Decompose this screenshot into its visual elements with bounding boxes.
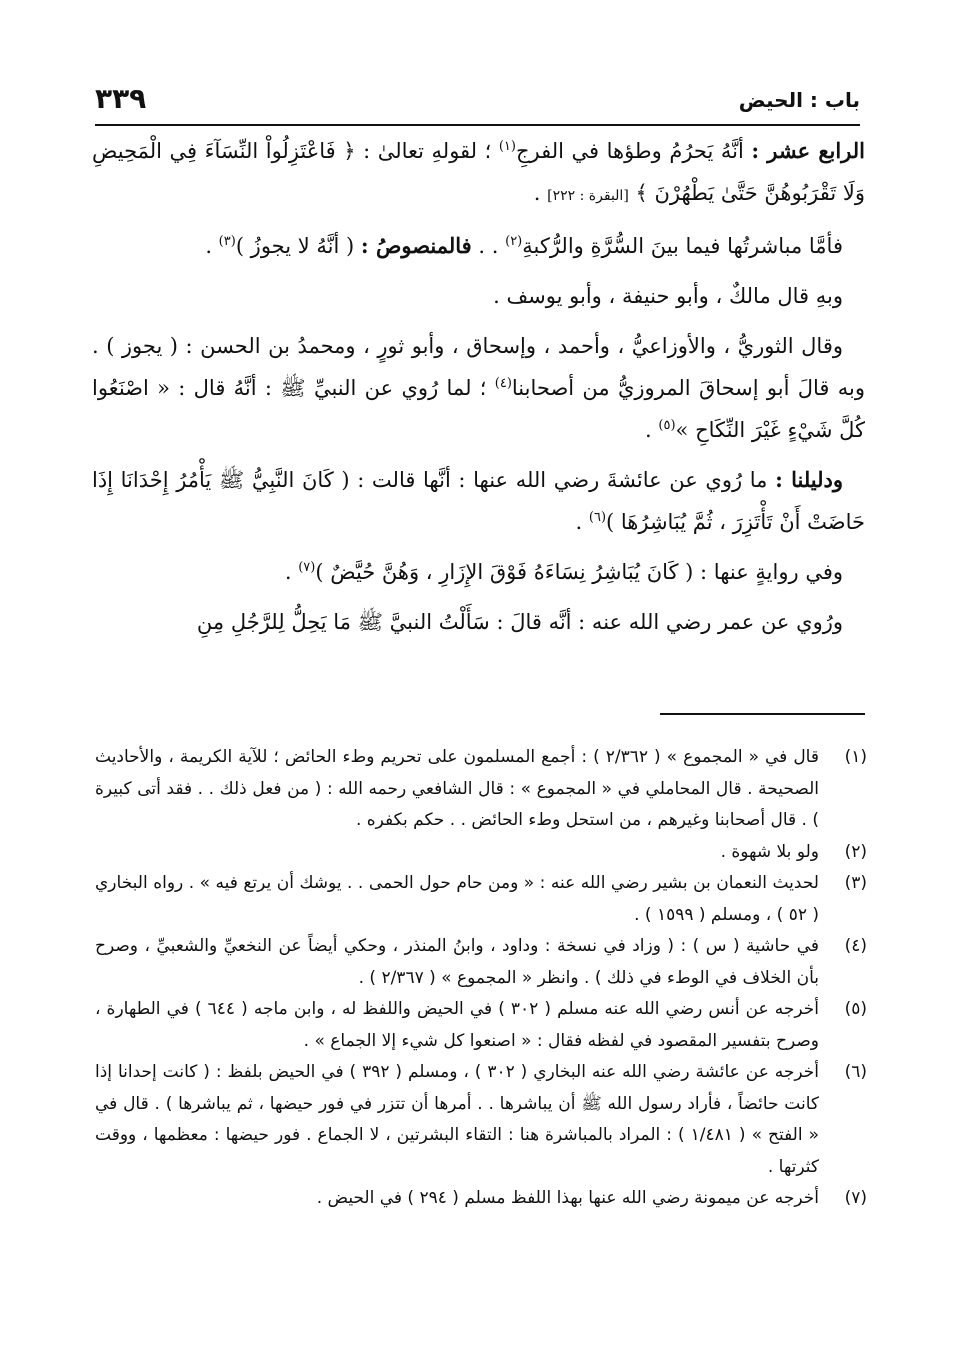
footnote-marker: (٢) bbox=[505, 234, 523, 249]
quran-reference: [البقرة : ٢٢٢] bbox=[547, 188, 629, 204]
text-run: وفي روايةٍ عنها : ( كَانَ يُبَاشِرُ نِسَاءَهُ فَوْقَ الإِزَارِ ، وَهُنَّ حُيَّضٌ ) bbox=[315, 560, 843, 584]
text-run: فأمَّا مباشرتُها فيما بينَ السُّرَّةِ والرُّكبةِ bbox=[522, 234, 843, 258]
footnote-number: (٧) bbox=[844, 1188, 867, 1208]
footnote-text: قال في « المجموع » ( ٢/٣٦٢ ) : أجمع المسلمون على تحريم وطء الحائض ؛ للآية الكريمة ، والأحاديث الصحيحة . قال المحاملي في « المجموع » : قال الشافعي رحمه الله : ( من فعل ذلك . . فقد أتى كبيرة ) . قال أصحابنا وغيرهم ، من استحل وطء الحائض . . حكم بكفره . bbox=[95, 747, 819, 830]
text-run: . bbox=[533, 181, 548, 205]
footnote-item bbox=[95, 1183, 867, 1215]
running-title: باب : الحيض bbox=[738, 88, 860, 112]
text-run: . bbox=[205, 234, 219, 258]
footnote-marker: (١) bbox=[498, 139, 516, 154]
text-run: . bbox=[284, 560, 299, 584]
footnote-number: (٥) bbox=[844, 999, 867, 1019]
text-run: ( أنَّهُ لا يجوزُ ) bbox=[235, 234, 361, 258]
text-run: وقال الثوريُّ ، والأوزاعيُّ ، وأحمد ، وإسحاق ، وأبو ثورٍ ، ومحمدُ بن الحسن : ( يجوز ) . وبه قالَ أبو إسحاقَ المروزيُّ من أصحابنا bbox=[92, 334, 866, 400]
main-text bbox=[92, 130, 865, 651]
paragraph-dalil bbox=[92, 459, 865, 543]
paragraph-umar: ورُوي عن عمر رضي الله عنه : أنَّه قالَ : سَأَلْتُ النبيَّ ﷺ مَا يَحِلُّ لِلرَّجُلِ مِنِ bbox=[196, 610, 843, 634]
text-run: ؛ لقولهِ تعالىٰ : ﴿ فَاعْتَزِلُواْ النِّسَآءَ فِي الْمَحِيضِ وَلَا تَقْرَبُوهُنَّ حَتَّىٰ يَطْهُرْنَ ﴾ bbox=[92, 139, 865, 205]
paragraph-lead: الرابع عشر : bbox=[751, 138, 865, 163]
page-header bbox=[95, 82, 860, 120]
text-run: ؛ لما رُوي عن النبيِّ ﷺ : أنَّهُ قال : « اصْنَعُوا كُلَّ شَيْءٍ غَيْرَ النِّكَاحِ » bbox=[92, 376, 865, 442]
footnote-text: لحديث النعمان بن بشير رضي الله عنه : « ومن حام حول الحمى . . يوشك أن يرتع فيه » . رواه البخاري ( ٥٢ ) ، ومسلم ( ١٥٩٩ ) . bbox=[95, 873, 819, 925]
text-run: ما رُوي عن عائشةَ رضي الله عنها : أنَّها قالت : ( كَانَ النَّبِيُّ ﷺ يَأْمُرُ إِحْدَانَا إِذَا حَاضَتْ أَنْ تَأْتَزِرَ ، ثُمَّ يُبَاشِرُهَا ) bbox=[92, 468, 865, 534]
footnote-item bbox=[95, 837, 867, 869]
footnote-marker: (٣) bbox=[218, 234, 236, 249]
footnote-marker: (٤) bbox=[494, 376, 512, 391]
footnotes bbox=[95, 742, 867, 1215]
footnote-number: (٦) bbox=[844, 1062, 867, 1082]
footnote-marker: (٦) bbox=[588, 510, 607, 525]
paragraph-thawri bbox=[92, 325, 865, 451]
footnote-item bbox=[95, 994, 867, 1057]
footnote-text: أخرجه عن ميمونة رضي الله عنها بهذا اللفظ مسلم ( ٢٩٤ ) في الحيض . bbox=[316, 1188, 819, 1208]
footnote-number: (٤) bbox=[844, 936, 867, 956]
footnote-item bbox=[95, 742, 867, 837]
footnote-number: (٣) bbox=[844, 873, 867, 893]
footnote-marker: (٧) bbox=[298, 560, 316, 575]
footnote-text: ولو بلا شهوة . bbox=[720, 841, 819, 862]
footnote-text: أخرجه عن عائشة رضي الله عنه البخاري ( ٣٠٢ ) ، ومسلم ( ٣٩٢ ) في الحيض بلفظ : ( كانت إحدانا إذا كانت حائضاً ، فأراد رسول الله ﷺ أن يباشرها . . أمرها أن تتزر في فور حيضها ، ثم يباشرها ) . قال في « الفتح » ( ١/٤٨١ ) : المراد بالمباشرة هنا : التقاء البشرتين ، لا الجماع . فور حيضها : معظمها ، ووقت كثرتها . bbox=[95, 1062, 819, 1177]
footnote-item bbox=[95, 868, 867, 931]
paragraph-mubashara bbox=[92, 225, 865, 267]
text-run: أنَّهُ يَحرُمُ وطؤها في الفرجِ bbox=[515, 139, 752, 163]
footnote-number: (٢) bbox=[844, 841, 867, 862]
text-run: . . bbox=[471, 234, 506, 258]
text-run: . bbox=[575, 510, 589, 534]
footnote-separator bbox=[660, 713, 865, 715]
footnote-text: في حاشية ( س ) : ( وزاد في نسخة : وداود ، وابنُ المنذر ، وحكي أيضاً عن النخعيِّ والشعبيِّ ، وصرح بأن الخلاف في الوطء في ذلك ) . وانظر « المجموع » ( ٢/٣٦٧ ) . bbox=[95, 936, 819, 988]
page-number: ٣٣٩ bbox=[95, 82, 147, 115]
footnote-item bbox=[95, 931, 867, 994]
paragraph-lead: فالمنصوصُ : bbox=[360, 233, 472, 258]
header-rule bbox=[95, 124, 860, 126]
text-run: . bbox=[645, 418, 659, 442]
footnote-marker: (٥) bbox=[658, 418, 676, 433]
paragraph-riwaya bbox=[92, 551, 865, 593]
paragraph-14 bbox=[92, 130, 865, 217]
paragraph-lead: ودليلنا : bbox=[775, 467, 843, 492]
footnote-text: أخرجه عن أنس رضي الله عنه مسلم ( ٣٠٢ ) في الحيض واللفظ له ، وابن ماجه ( ٦٤٤ ) في الطهارة ، وصرح بتفسير المقصود في لفظه فقال : « اصنعوا كل شيء إلا الجماع » . bbox=[95, 999, 820, 1051]
paragraph-malik: وبهِ قال مالكٌ ، وأبو حنيفة ، وأبو يوسف . bbox=[493, 284, 843, 308]
footnote-item bbox=[95, 1057, 867, 1183]
footnote-number: (١) bbox=[844, 747, 867, 767]
